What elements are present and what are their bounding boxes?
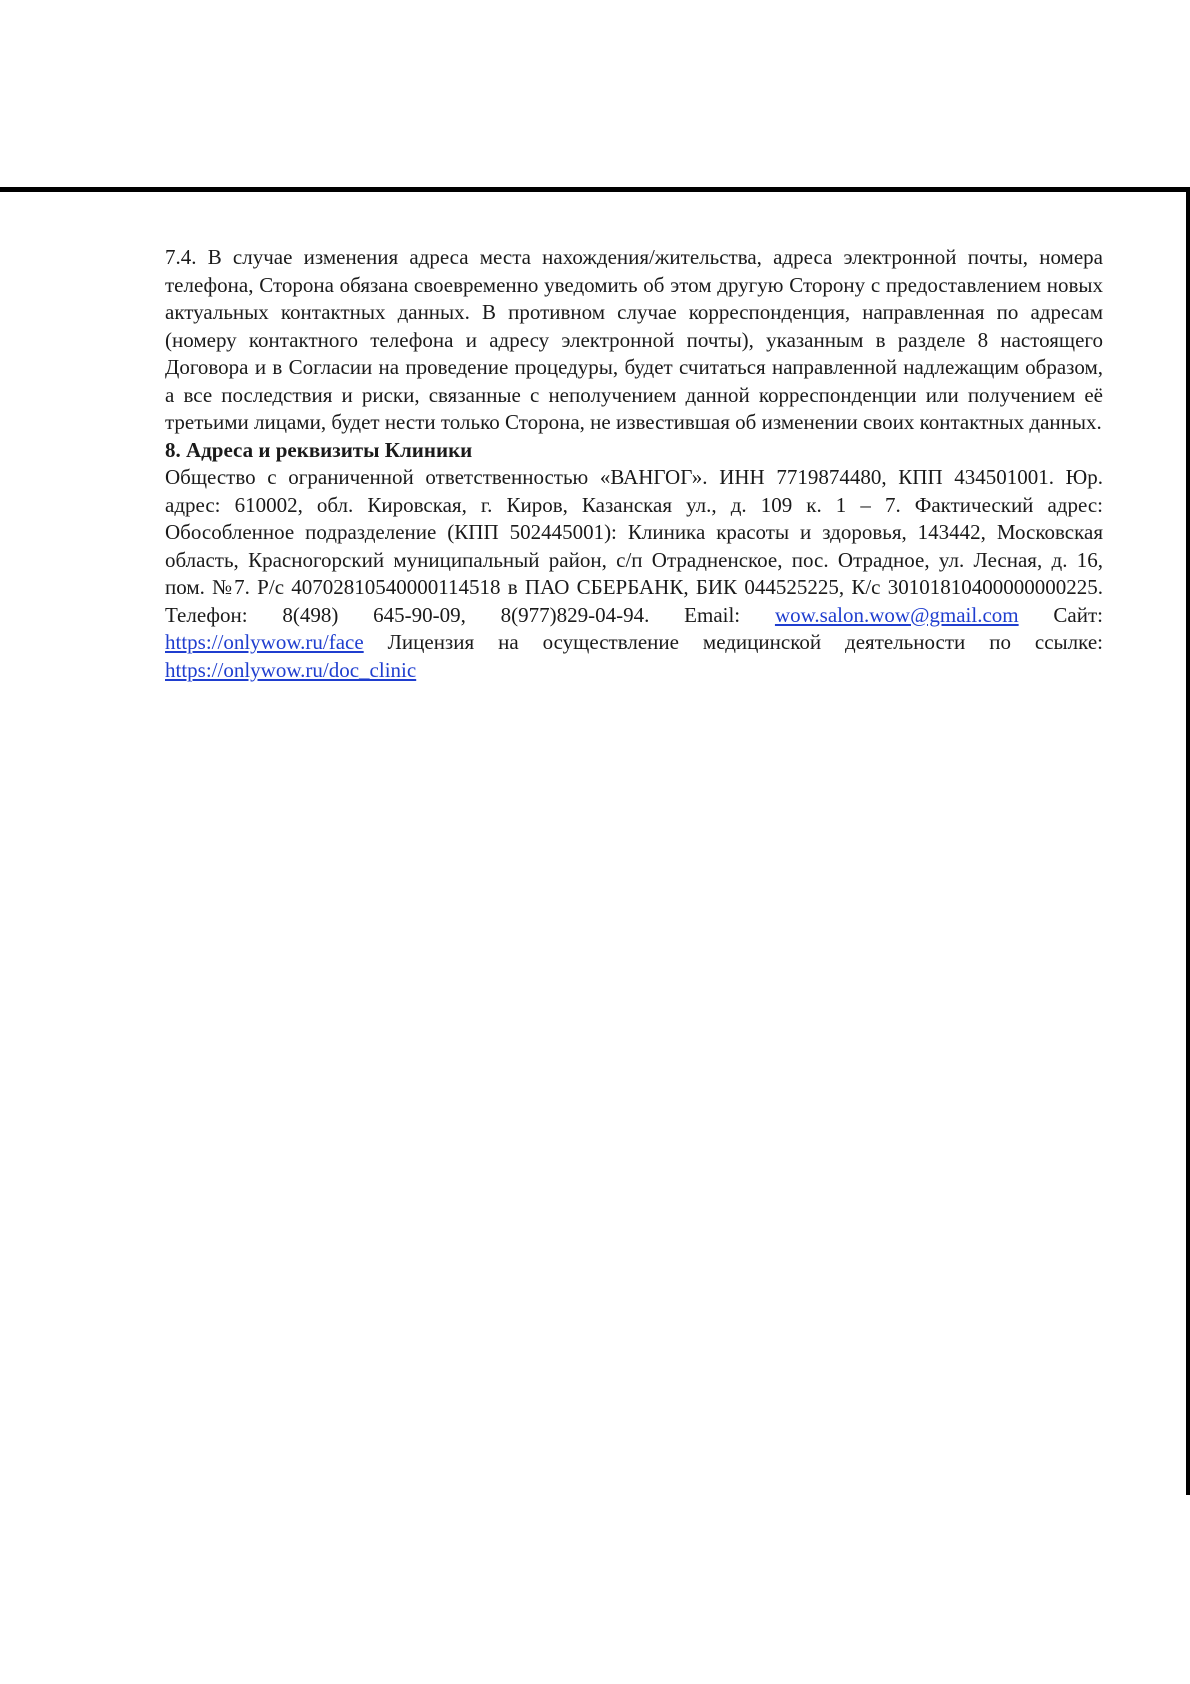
requisites-text: Общество с ограниченной ответственностью «ВАНГОГ». ИНН 7719874480, КПП 434501001. Юр. адрес: 610002, обл. Кировская, г. Киров, Казанская ул., д. 109 к. 1 – 7. Фактический адрес: Обособленное подразделение (КПП 502445001): Клиника красоты и здоровья, 143442, Московская область, Красногорский муниципальный район, с/п Отрадненское, пос. Отрадное, ул. Лесная, д. 16, пом. №7. Р/с 40702810540000114518 в ПАО СБЕРБАНК, БИК 044525225, К/с 30101810400000000225. Телефон: 8(498) 645-90-09, 8(977)829-04-94. Email: bbox=[165, 465, 1103, 627]
license-label: Лицензия на осуществление медицинской деятельности по ссылке: bbox=[363, 630, 1103, 654]
license-link[interactable]: https://onlywow.ru/doc_clinic bbox=[165, 657, 417, 682]
clause-7-4-paragraph: 7.4. В случае изменения адреса места нахождения/жительства, адреса электронной почты, номера телефона, Сторона обязана своевременно уведомить об этом другую Сторону с предоставлением новых актуальных контактных данных. В противном случае корреспонденция, направленная по адресам (номеру контактного телефона и адресу электронной почты), указанным в разделе 8 настоящего Договора и в Согласии на проведение процедуры, будет считаться направленной надлежащим образом, а все последствия и риски, связанные с неполучением данной корреспонденции или получением её третьими лицами, будет нести только Сторона, не известившая об изменении своих контактных данных. bbox=[165, 245, 1103, 434]
page-frame-right-border bbox=[1186, 187, 1190, 1495]
section-8-paragraph bbox=[165, 464, 1103, 684]
section-8-title: 8. Адреса и реквизиты Клиники bbox=[165, 437, 473, 462]
site-link[interactable]: https://onlywow.ru/face bbox=[165, 630, 364, 654]
site-label: Сайт: bbox=[1018, 602, 1103, 627]
document-body bbox=[165, 244, 1103, 684]
email-link[interactable]: wow.salon.wow@gmail.com bbox=[774, 602, 1019, 627]
page-frame-top-border bbox=[0, 187, 1190, 192]
